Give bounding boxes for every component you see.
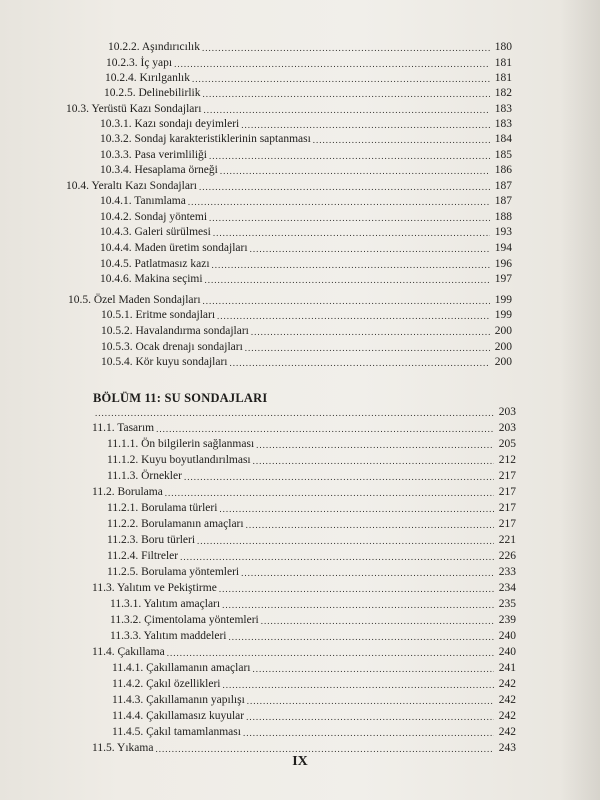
toc-entry-title: 10.5.2. Havalandırma sondajları — [101, 325, 249, 337]
toc-entry — [107, 453, 516, 467]
toc-entry — [101, 340, 512, 354]
toc-entry-title: 11.4.3. Çakıllamanın yapılışı — [112, 694, 245, 706]
toc-entry — [92, 485, 516, 499]
toc-entry — [107, 469, 516, 483]
toc-entry-page: 242 — [498, 710, 516, 722]
toc-entry — [92, 645, 516, 659]
toc-entry-page: 183 — [494, 118, 512, 130]
page-number: IX — [292, 754, 308, 769]
toc-entry-page: 217 — [498, 470, 516, 482]
toc-entry-title: 10.5. Özel Maden Sondajları — [68, 294, 201, 306]
toc-entry-title: 10.4.2. Sondaj yöntemi — [100, 211, 208, 223]
toc-entry-title: 11.2. Borulama — [92, 486, 163, 498]
toc-leader-dots — [246, 519, 494, 531]
toc-entry-page: 187 — [494, 195, 512, 207]
toc-leader-dots — [219, 503, 494, 515]
toc-entry-page: 183 — [494, 103, 512, 115]
toc-entry-page: 235 — [498, 598, 516, 610]
toc-entry-page: 196 — [494, 258, 512, 270]
toc-entry-page: 181 — [494, 57, 512, 69]
toc-entry-page: 240 — [498, 630, 516, 642]
toc-entry-title: 10.3.4. Hesaplama örneği — [100, 164, 218, 176]
toc-entry-page: 193 — [494, 226, 512, 238]
toc-leader-dots — [243, 727, 494, 739]
toc-entry-title: 11.4.4. Çakıllamasız kuyular — [112, 710, 245, 722]
toc-leader-dots — [222, 679, 494, 691]
toc-leader-dots — [95, 407, 494, 419]
toc-entry-page: 182 — [494, 87, 512, 99]
toc-entry-title: 11.3. Yalıtım ve Pekiştirme — [92, 582, 217, 594]
toc-entry-page: 200 — [494, 341, 512, 353]
toc-leader-dots — [203, 104, 490, 116]
toc-entry-title: 10.5.1. Eritme sondajları — [101, 309, 216, 321]
toc-entry-page: 199 — [494, 309, 512, 321]
toc-entry — [101, 324, 512, 338]
toc-entry-page: 212 — [498, 454, 516, 466]
toc-leader-dots — [212, 259, 490, 271]
toc-entry-title: 10.4. Yeraltı Kazı Sondajları — [66, 180, 197, 192]
toc-entry-title: 10.5.4. Kör kuyu sondajları — [101, 356, 228, 368]
toc-entry-page: 184 — [494, 133, 512, 145]
toc-leader-dots — [156, 423, 494, 435]
toc-entry-title: 11.2.1. Borulama türleri — [107, 502, 218, 514]
toc-entry — [100, 117, 512, 131]
toc-entry-page: 199 — [494, 294, 512, 306]
toc-entry — [112, 709, 516, 723]
toc-leader-dots — [180, 551, 494, 563]
toc-leader-dots — [229, 357, 490, 369]
toc-entry — [107, 437, 516, 451]
toc-entry-page: 242 — [498, 726, 516, 738]
toc-entry-title: 11.2.3. Boru türleri — [107, 534, 196, 546]
toc-leader-dots — [188, 196, 490, 208]
toc-entry — [92, 421, 516, 435]
toc-entry-page: 185 — [494, 149, 512, 161]
toc-leader-dots — [203, 295, 490, 307]
toc-entry — [104, 86, 512, 100]
toc-entry-title: 10.3.3. Pasa verimliliği — [100, 149, 208, 161]
toc-entry — [100, 272, 512, 286]
toc-entry — [66, 102, 512, 116]
toc-entry — [105, 71, 512, 85]
toc-entry-title: 10.4.3. Galeri sürülmesi — [100, 226, 211, 238]
toc-entry-page: 221 — [498, 534, 516, 546]
toc-entry-page: 200 — [494, 325, 512, 337]
toc-entry — [107, 533, 516, 547]
toc-entry-page: 188 — [494, 211, 512, 223]
toc-leader-dots — [209, 212, 490, 224]
toc-entry-title: 11.4.2. Çakıl özellikleri — [112, 678, 221, 690]
toc-entry — [110, 629, 516, 643]
toc-entry-page: 180 — [494, 41, 512, 53]
toc-entry-title: 10.3.2. Sondaj karakteristiklerinin saptanması — [100, 133, 311, 145]
toc-leader-dots — [253, 663, 495, 675]
toc-leader-dots — [220, 165, 490, 177]
toc-entry-page: 217 — [498, 502, 516, 514]
toc-entry-title: 11.2.5. Borulama yöntemleri — [107, 566, 240, 578]
toc-entry — [112, 725, 516, 739]
toc-leader-dots — [253, 455, 494, 467]
toc-leader-dots — [184, 471, 494, 483]
toc-entry — [100, 210, 512, 224]
toc-entry — [107, 501, 516, 515]
toc-entry-title: 11.3.3. Yalıtım maddeleri — [110, 630, 227, 642]
toc-leader-dots — [219, 583, 494, 595]
toc-entry-page: 197 — [494, 273, 512, 285]
toc-entry-page: 181 — [494, 72, 512, 84]
toc-entry-title: 10.3. Yerüstü Kazı Sondajları — [66, 103, 202, 115]
toc-leader-dots — [256, 439, 494, 451]
toc-leader-dots — [192, 73, 490, 85]
toc-entry-title: 11.1.3. Örnekler — [107, 470, 182, 482]
toc-entry-title: 10.4.4. Maden üretim sondajları — [100, 242, 248, 254]
toc-entry — [100, 163, 512, 177]
toc-entry-title: 10.5.3. Ocak drenajı sondajları — [101, 341, 243, 353]
toc-entry — [107, 517, 516, 531]
toc-entry — [101, 308, 512, 322]
toc-entry-page: 217 — [498, 518, 516, 530]
toc-entry — [100, 194, 512, 208]
toc-entry — [112, 677, 516, 691]
toc-leader-dots — [222, 599, 494, 611]
toc-entry-page: 241 — [498, 662, 516, 674]
toc-entry-page: 205 — [498, 438, 516, 450]
toc-entry — [107, 565, 516, 579]
toc-leader-dots — [241, 567, 494, 579]
toc-entry — [112, 661, 516, 675]
toc-entry-page: 217 — [498, 486, 516, 498]
page-edge-shadow — [560, 0, 600, 800]
toc-entry-page: 194 — [494, 242, 512, 254]
toc-entry — [106, 56, 512, 70]
toc-entry-title: 11.3.1. Yalıtım amaçları — [110, 598, 221, 610]
toc-entry-title: 10.3.1. Kazı sondajı deyimleri — [100, 118, 240, 130]
toc-leader-dots — [167, 647, 494, 659]
toc-entry — [110, 597, 516, 611]
toc-entry — [107, 549, 516, 563]
toc-entry-title: 10.2.3. İç yapı — [106, 57, 173, 69]
toc-entry-title: 10.4.1. Tanımlama — [100, 195, 186, 207]
toc-entry-title: 11.1.1. Ön bilgilerin sağlanması — [107, 438, 255, 450]
toc-entry — [112, 693, 516, 707]
toc-entry-page: 234 — [498, 582, 516, 594]
toc-entry — [100, 241, 512, 255]
toc-entry-page: 242 — [498, 694, 516, 706]
toc-entry — [110, 613, 516, 627]
toc-leader-dots — [213, 227, 490, 239]
toc-entry-page: 203 — [498, 422, 516, 434]
toc-leader-dots — [165, 487, 494, 499]
toc-leader-dots — [246, 711, 494, 723]
toc-entry-title: 11.4.5. Çakıl tamamlanması — [112, 726, 241, 738]
toc-entry-page: 240 — [498, 646, 516, 658]
toc-leader-dots — [241, 119, 490, 131]
toc-leader-dots — [202, 88, 490, 100]
toc-entry-title: 11.3.2. Çimentolama yöntemleri — [110, 614, 259, 626]
toc-entry-page: 239 — [498, 614, 516, 626]
toc-entry-title: 11.2.4. Filtreler — [107, 550, 179, 562]
toc-entry-title: 11.5. Yıkama — [92, 742, 154, 754]
toc-entry-title: 10.4.6. Makina seçimi — [100, 273, 203, 285]
toc-entry-title: 11.1.2. Kuyu boyutlandırılması — [107, 454, 251, 466]
toc-entry-title: 10.2.2. Aşındırıcılık — [108, 41, 200, 53]
toc-entry-title: 11.1. Tasarım — [92, 422, 155, 434]
chapter-heading: BÖLÜM 11: SU SONDAJLARI — [93, 391, 268, 405]
toc-entry-page: 226 — [498, 550, 516, 562]
toc-leader-dots — [209, 150, 490, 162]
toc-entry — [92, 581, 516, 595]
toc-entry — [101, 355, 512, 369]
toc-entry-title: 10.2.4. Kırılganlık — [105, 72, 190, 84]
toc-entry — [68, 293, 512, 307]
toc-leader-dots — [261, 615, 494, 627]
toc-entry-page: 242 — [498, 678, 516, 690]
toc-leader-dots — [205, 274, 490, 286]
toc-entry-page: 243 — [498, 742, 516, 754]
toc-leader-dots — [251, 326, 490, 338]
toc-entry — [100, 148, 512, 162]
toc-leader-dots — [247, 695, 494, 707]
toc-entry-title: 11.2.2. Borulamanın amaçları — [107, 518, 244, 530]
toc-entry — [108, 40, 512, 54]
toc-entry-title: 11.4.1. Çakıllamanın amaçları — [112, 662, 251, 674]
toc-entry-page: 203 — [498, 406, 516, 418]
toc-leader-dots — [313, 134, 490, 146]
toc-leader-dots — [217, 310, 490, 322]
toc-entry-page: 186 — [494, 164, 512, 176]
toc-entry — [100, 257, 512, 271]
toc-entry-title: 11.4. Çakıllama — [92, 646, 165, 658]
toc-entry-page: 233 — [498, 566, 516, 578]
toc-leader-dots — [245, 342, 490, 354]
toc-leader-dots — [250, 243, 490, 255]
toc-entry — [93, 405, 516, 419]
toc-leader-dots — [197, 535, 494, 547]
toc-leader-dots — [202, 42, 490, 54]
toc-leader-dots — [174, 58, 490, 70]
toc-entry-page: 187 — [494, 180, 512, 192]
toc-entry-page: 200 — [494, 356, 512, 368]
toc-leader-dots — [228, 631, 494, 643]
toc-entry — [92, 741, 516, 755]
toc-entry — [100, 132, 512, 146]
toc-entry-title: 10.2.5. Delinebilirlik — [104, 87, 201, 99]
toc-entry — [66, 179, 512, 193]
toc-entry-title: 10.4.5. Patlatmasız kazı — [100, 258, 210, 270]
toc-entry — [100, 225, 512, 239]
toc-leader-dots — [199, 181, 490, 193]
